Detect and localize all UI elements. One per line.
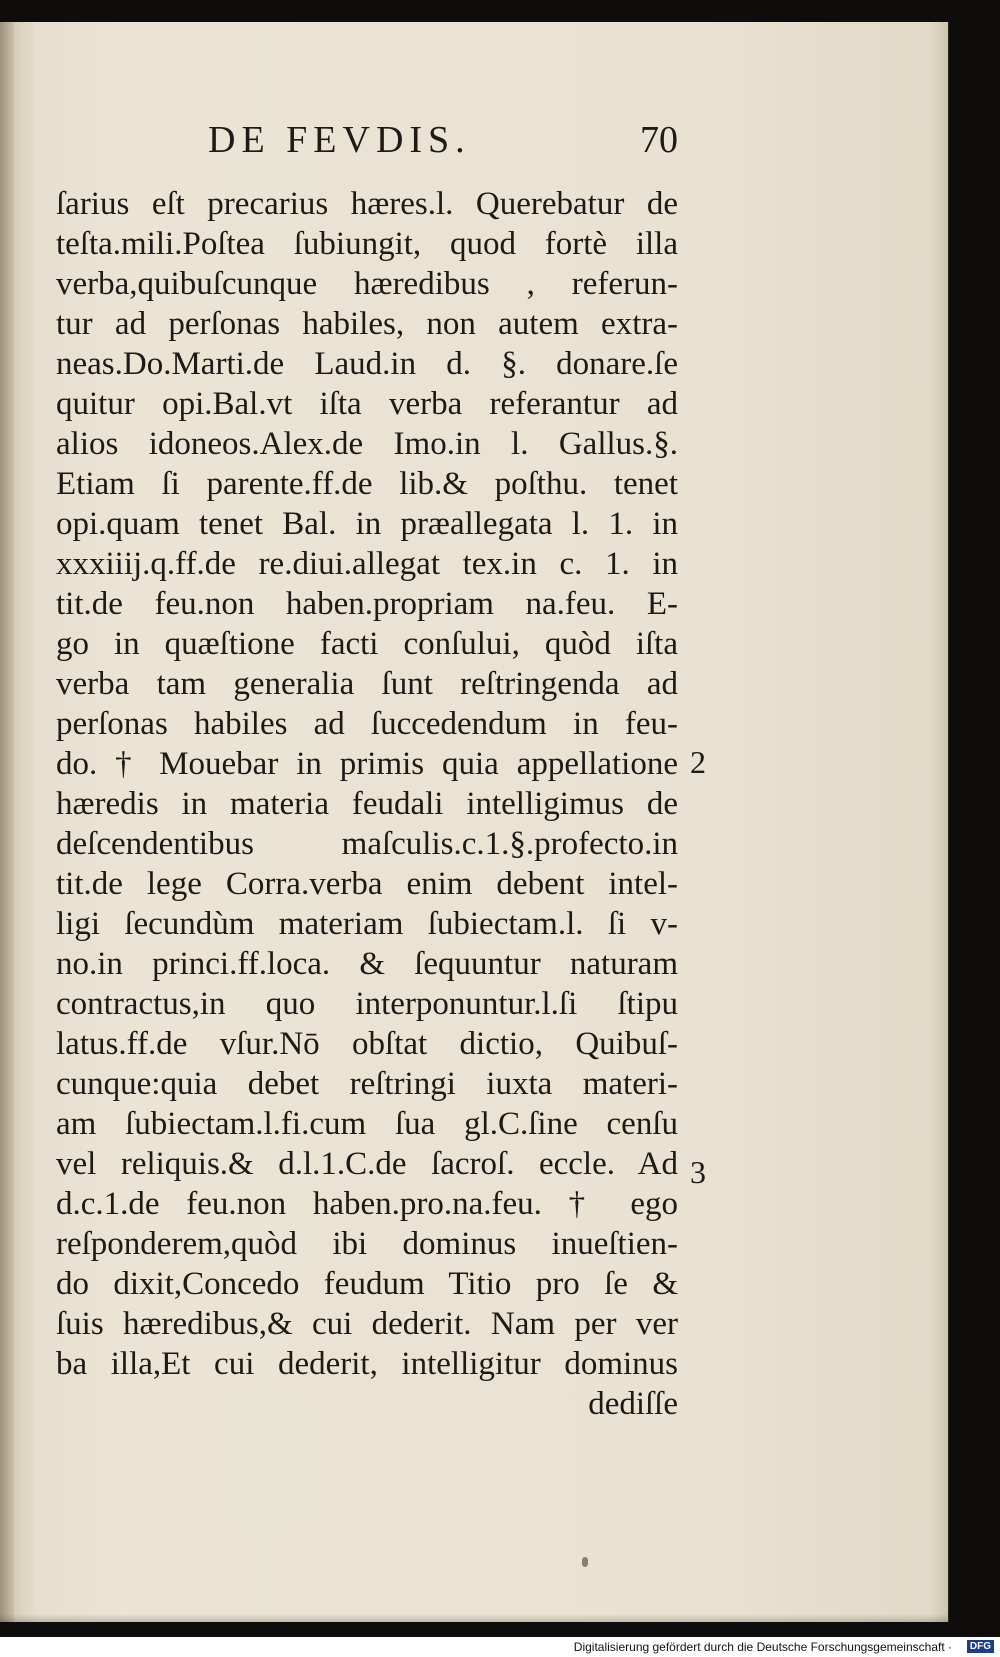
text-line: ba illa,Et cui dederit, intelligitur dominus [56, 1346, 678, 1382]
text-line: ligi ſecundùm materiam ſubiectam.l. ſi v- [56, 906, 678, 942]
text-line: do dixit,Concedo feudum Titio pro ſe & [56, 1266, 678, 1302]
text-line: do. † Mouebar in primis quia appellatione [56, 746, 678, 782]
text-line: ſuis hæredibus,& cui dederit. Nam per ver [56, 1306, 678, 1342]
margin-note-3: 3 [690, 1154, 706, 1190]
page-number: 70 [640, 119, 678, 161]
text-line: deſcendentibus maſculis.c.1.§.profecto.in [56, 826, 678, 862]
text-line: reſponderem,quòd ibi dominus inueſtien- [56, 1226, 678, 1262]
text-line: quitur opi.Bal.vt iſta verba referantur ad [56, 386, 678, 422]
text-line: tur ad perſonas habiles, non autem extra- [56, 306, 678, 342]
text-line: ſarius eſt precarius hæres.l. Querebatur de [56, 186, 678, 222]
digitization-footer [0, 1637, 1000, 1657]
text-line: opi.quam tenet Bal. in præallegata l. 1. in [56, 506, 678, 542]
text-line: alios idoneos.Alex.de Imo.in l. Gallus.§. [56, 426, 678, 462]
text-line: no.in princi.ff.loca. & ſequuntur naturam [56, 946, 678, 982]
text-line: cunque:quia debet reſtringi iuxta materi- [56, 1066, 678, 1102]
ink-stain [582, 1557, 588, 1567]
text-line: contractus,in quo interponuntur.l.ſi ſtipu [56, 986, 678, 1022]
text-line: xxxiiij.q.ff.de re.diui.allegat tex.in c. 1. in [56, 546, 678, 582]
text-line: tit.de feu.non haben.propriam na.feu. E- [56, 586, 678, 622]
body-text [56, 184, 678, 1424]
page-header [208, 118, 678, 178]
text-line: d.c.1.de feu.non haben.pro.na.feu. † ego [56, 1186, 678, 1222]
text-line: perſonas habiles ad ſuccedendum in feu- [56, 706, 678, 742]
text-line: tit.de lege Corra.verba enim debent intel- [56, 866, 678, 902]
text-line: verba,quibuſcunque hæredibus , referun- [56, 266, 678, 302]
text-line: go in quæſtione facti conſului, quòd iſta [56, 626, 678, 662]
footer-credit: Digitalisierung gefördert durch die Deutsche Forschungsgemeinschaft · [573, 1640, 952, 1654]
text-line: hæredis in materia feudali intelligimus de [56, 786, 678, 822]
page-edge [0, 22, 14, 1622]
text-line: teſta.mili.Poſtea ſubiungit, quod fortè illa [56, 226, 678, 262]
text-line: vel reliquis.& d.l.1.C.de ſacroſ. eccle. Ad [56, 1146, 678, 1182]
text-line: verba tam generalia ſunt reſtringenda ad [56, 666, 678, 702]
running-head: DE FEVDIS. [208, 119, 471, 161]
book-page [0, 22, 949, 1622]
text-line: neas.Do.Marti.de Laud.in d. §. donare.ſe [56, 346, 678, 382]
dfg-logo-icon: DFG [967, 1640, 994, 1653]
margin-note-2: 2 [690, 744, 706, 780]
page-shadow [0, 1614, 948, 1622]
text-line: am ſubiectam.l.fi.cum ſua gl.C.ſine cenſu [56, 1106, 678, 1142]
text-line: latus.ff.de vſur.Nō obſtat dictio, Quibuſ- [56, 1026, 678, 1062]
text-line: Etiam ſi parente.ff.de lib.& poſthu. tenet [56, 466, 678, 502]
catchword: dediſſe [588, 1386, 678, 1422]
